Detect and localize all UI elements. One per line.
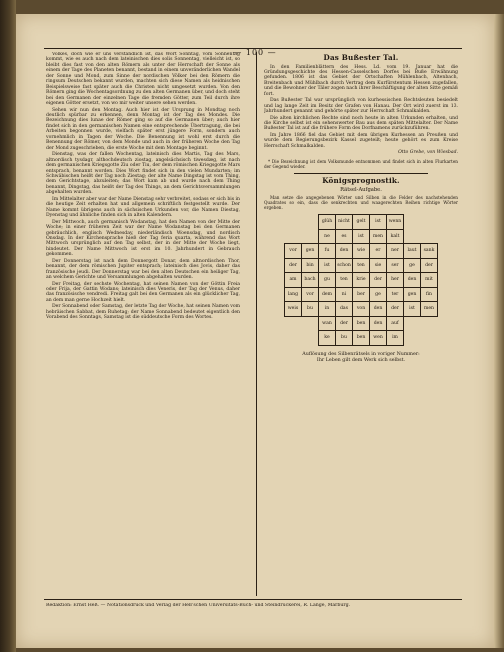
footer-rule — [44, 599, 462, 600]
puzzle-cell: bu — [302, 302, 319, 317]
right-column — [264, 52, 458, 596]
puzzle-heading: Königsprognostik. — [322, 175, 400, 185]
puzzle-cell: ke — [319, 331, 336, 346]
puzzle-cell: der — [285, 258, 302, 273]
section-divider — [294, 173, 428, 174]
left-paragraph: Volkes, doch wie er uns verständlich ist, das Wort Sonntag, vom Sonnentag kommt, wie es auch nach dem lateinischen dies solis Sonnentag, vielleicht ist, so bleibt dies fast von den alten Römern als unter der Herrschaft der Sonne als einem der Tage des Planeten benannt, bestand in einem unveränderlichen Wandel der Sonne und Mond, zum Sinne der nordischen Völker bei den Römern die ringsum Deutschen bekannt wurden, machten sich diese Namen als heidnischen Beispielsweise fast später auch die Christen nicht umgesetzt wurden. Von den Römern ging die Wochentagsordnung zu den alten Germanen über, und doch steht bei den Germanen der einzelnen Tage die fremden Götter, zum Teil durch ihre eigenen Götter ersetzt, von wo mir weiter unsere sehen werden. — [46, 52, 240, 107]
puzzle-empty-cell — [302, 316, 319, 331]
puzzle-cell: ben — [353, 316, 370, 331]
puzzle-cell: den — [370, 302, 387, 317]
puzzle-cell: den — [404, 273, 421, 288]
left-paragraph: Der Donnerstag ist nach dem Donnergott Donar, dem altnordischen Thor, benannt, der dem römischen Jupiter entsprach; lateinisch dies Jovis, daher das französische jeudi. Der Donnerstag war bei den alten Deutschen ein heiliger Tag, an welchem Gerichte und Versammlungen abgehalten wurden. — [46, 258, 240, 281]
puzzle-row — [285, 287, 438, 302]
puzzle-cell: mit — [421, 273, 438, 288]
article-signature: Otto Grebe, von Wiesbad. — [398, 150, 458, 156]
puzzle-cell: ber — [353, 287, 370, 302]
puzzle-empty-cell — [421, 316, 438, 331]
left-paragraph: Der Freitag, der sechste Wochentag, hat seinen Namen von der Göttin Freia oder Frija, der Gattin Wodans; lateinisch dies Veneris, der Tag der Venus, daher das französische vendredi. Freitag galt bei den Germanen als ein glücklicher Tag, an dem man gerne Hochzeit hielt. — [46, 281, 240, 303]
puzzle-cell: gen — [404, 287, 421, 302]
puzzle-cell: von — [353, 302, 370, 317]
puzzle-empty-cell — [404, 331, 421, 346]
solution-text: Ihr Leben gilt dem Werk sich selbst. — [316, 357, 406, 363]
puzzle-empty-cell — [285, 316, 302, 331]
puzzle-row — [285, 273, 438, 288]
left-paragraph: Der Mittwoch, auch germanisch Wodanstag, hat den Namen von der Mitte der Woche; in einer früheren Zeit war der Name Wodanstag bei den Germanen gebräuchlich, englisch Wednesday, niederländisch Woensdag, und nordisch Onsdag. In der Kirchensprache hieß der Tag feria quarta, während das Wort Mittwoch ursprünglich auf den Tag selbst, der in der Mitte der Woche liegt, hindeutet. Der Name Mittwoch ist erst im 10. Jahrhundert in Gebrauch gekommen. — [46, 219, 240, 258]
header-rule — [44, 48, 462, 49]
puzzle-empty-cell — [404, 229, 421, 244]
puzzle-cell: kalt — [387, 229, 404, 244]
puzzle-cell: ten — [353, 258, 370, 273]
puzzle-cell: am — [285, 273, 302, 288]
puzzle-cell: fu — [319, 244, 336, 259]
puzzle-cell: men — [421, 302, 438, 317]
footnote: * Die Bezeichnung ist dem Volksmunde entnommen und findet sich in alten Flurkarten der Gegend wieder. — [264, 158, 458, 169]
syllable-puzzle-grid — [284, 214, 438, 346]
left-paragraph: Der Sonnabend oder Samstag, der letzte Tag der Woche, hat seinen Namen vom hebräischen Sabbat, dem Ruhetag; der Name Sonnabend bedeutet eigentlich den Vorabend des Sonntags, Samstag ist die süddeutsche Form des Wortes. — [46, 304, 240, 321]
puzzle-empty-cell — [421, 331, 438, 346]
imprint-footer: Redaktion: Ernst Heß. — Notationsdruck und Verlag der Heß'schen Universitäts-Buch- und Steindruckerei, R. Lange, Marburg. — [46, 603, 351, 608]
puzzle-row — [285, 215, 438, 230]
puzzle-cell: im — [387, 331, 404, 346]
puzzle-cell: der — [336, 316, 353, 331]
left-paragraph: Im Mittelalter aber war der Name Dienstag sehr verbreitet, sodass er sich bis in die heutige Zeit erhalten hat und allgemein schriftlich festgestellt wurde. Der Name kommt übrigens auch in sächsischen Urkunden vor, die Namen Diestag, Dyenstag und ähnliche finden sich in alten Kalendern. — [46, 196, 240, 219]
puzzle-cell: ist — [319, 258, 336, 273]
article-heading: Das Bußester Tal. — [323, 53, 399, 62]
puzzle-cell: wie — [353, 244, 370, 259]
puzzle-subheading: Rätsel-Aufgabe. — [340, 187, 382, 194]
puzzle-cell: bu — [336, 331, 353, 346]
puzzle-cell: gelt — [353, 215, 370, 230]
puzzle-cell: auf — [387, 316, 404, 331]
puzzle-cell: ben — [353, 331, 370, 346]
puzzle-row — [285, 244, 438, 259]
puzzle-cell: ge — [370, 287, 387, 302]
puzzle-cell: ist — [404, 302, 421, 317]
puzzle-cell: ge — [404, 258, 421, 273]
puzzle-empty-cell — [421, 215, 438, 230]
puzzle-cell: das — [336, 302, 353, 317]
puzzle-cell: wen — [370, 331, 387, 346]
puzzle-empty-cell — [302, 331, 319, 346]
puzzle-cell: ne — [319, 229, 336, 244]
puzzle-empty-cell — [404, 215, 421, 230]
solution-heading: Auflösung des Silbenrätsels in voriger Nummer: — [302, 351, 420, 357]
puzzle-row — [285, 229, 438, 244]
puzzle-row — [285, 258, 438, 273]
puzzle-cell: laut — [404, 244, 421, 259]
puzzle-cell: es — [336, 229, 353, 244]
page-edge — [494, 14, 504, 648]
puzzle-cell: ist — [370, 215, 387, 230]
puzzle-cell: vor — [302, 287, 319, 302]
puzzle-cell: bin — [302, 258, 319, 273]
puzzle-empty-cell — [421, 229, 438, 244]
left-paragraph: Dienstag, was der fallen Wochentag, lateinisch dies Martis, Tag des Mars, altnordisch tysdagr, althochdeutsch ziostag, angelsächsisch tiwesdæg, ist nach dem germanischen Kriegsgotte Ziu oder Tiu, der dem römischen Kriegsgotte Mars entsprach, benannt worden. Dies Wort findet sich in den vielen Mundarten; im Schwäbischen heißt der Tag noch Ziestag; der alte Name Dingstag ist vom Thing, dem Gerichtstage, abzuleiten; das Wort kam ab und wurde nach dem Thing benannt, Dingstag, das heißt der Tag des Things, an dem Gerichtsversammlungen abgehalten wurden. — [46, 152, 240, 196]
article-paragraph: Im Jahre 1866 fiel das Gebiet mit dem übrigen Kurhessen an Preußen und wurde dem Regierungsbezirk Kassel zugeteilt; heute gehört es zum Kreise Herrschaft Schmalkalden. — [264, 132, 458, 149]
article-paragraph: Das Bußester Tal war ursprünglich von kurhessischen Rechtsleuten besiedelt und lag lange Zeit im Besitz der Grafen von Hanau. Der Ort wird zuerst im 13. Jahrhundert genannt und gehörte später zur Herrschaft Schmalkalden. — [264, 98, 458, 115]
puzzle-cell: gu — [319, 273, 336, 288]
puzzle-cell: lang — [285, 287, 302, 302]
puzzle-empty-cell — [404, 316, 421, 331]
puzzle-cell: der — [387, 302, 404, 317]
puzzle-cell: gen — [302, 244, 319, 259]
puzzle-cell: sank — [421, 244, 438, 259]
puzzle-cell: wenn — [387, 215, 404, 230]
puzzle-row — [285, 316, 438, 331]
puzzle-instructions: Man setze die angegebenen Wörter und Silben in die Felder des nachstehenden Quadrates so ein, dass die senkrechten und waagerechten Reihen richtige Wörter ergeben. — [264, 195, 458, 211]
puzzle-cell: glüh — [319, 215, 336, 230]
puzzle-cell: dem — [319, 287, 336, 302]
left-column — [46, 52, 240, 596]
puzzle-cell: in — [319, 302, 336, 317]
page-number: — 100 — — [233, 48, 277, 57]
puzzle-cell: ist — [353, 229, 370, 244]
puzzle-cell: schon — [336, 258, 353, 273]
puzzle-cell: den — [370, 316, 387, 331]
puzzle-empty-cell — [285, 229, 302, 244]
puzzle-cell: vor — [285, 244, 302, 259]
article-paragraph: In den Familienblättern des Hess. Ld. vom 19. Januar hat die Gründungsgeschichte des Hessen-Casselschen Dorfes bei Buße Erwähnung gefunden. 1806 ist das Gebiet der Ortschaften Mühlenbach, Altenbach, Breitenbach und Mühlbach durch Vertrag dem Kurfürstentum Hessen zugefallen, und die Bewohner der Täler zogen nach ihrer Beschäftigung der alten Sitte gemäß fort. — [264, 64, 458, 97]
puzzle-cell: bach — [302, 273, 319, 288]
puzzle-cell: fin — [421, 287, 438, 302]
puzzle-cell: ser — [387, 258, 404, 273]
puzzle-cell: nicht — [336, 215, 353, 230]
puzzle-empty-cell — [302, 215, 319, 230]
puzzle-cell: der — [370, 273, 387, 288]
column-divider — [256, 52, 257, 596]
book-spine — [0, 0, 16, 652]
puzzle-cell: krie — [353, 273, 370, 288]
puzzle-cell: ni — [336, 287, 353, 302]
puzzle-cell: men — [370, 229, 387, 244]
puzzle-row — [285, 302, 438, 317]
puzzle-empty-cell — [285, 215, 302, 230]
puzzle-empty-cell — [302, 229, 319, 244]
puzzle-cell: den — [336, 244, 353, 259]
puzzle-cell: her — [387, 273, 404, 288]
article-paragraph: Die alten kirchlichen Rechte sind noch heute in alten Urkunden erhalten, und die Kirche selbst ist ein sehenswerter Bau aus dem späten Mittelalter. Der Name Bußester Tal ist auf die frühere Form des Dorfnamens zurückzuführen. — [264, 115, 458, 132]
puzzle-cell: ten — [336, 273, 353, 288]
puzzle-cell: ner — [387, 244, 404, 259]
left-paragraph: Sehen wir nun den Montag. Auch hier ist der Ursprung in Mondtag noch deutlich spürbar zu erkennen, denn Montag ist der Tag des Mondes. Die Bezeichnung dies lunae der Römer ging so auf die Germanen über; auch hier findet sich in den germanischen Namen eine entsprechende Übertragung, die bei Arbeiten begonnen wurde, vielfach später erst jüngere Form, sondern auch vornehmlich in Tagen der Woche. Die Benennung ist wohl erst durch die Benennung der Römer, von dem Monde und auch in der früheren Woche den Tag der Mond zugeschrieben, die erste Woche mit dem Montage beginnt. — [46, 107, 240, 151]
puzzle-empty-cell — [285, 331, 302, 346]
puzzle-cell: sie — [370, 258, 387, 273]
puzzle-cell: wan — [319, 316, 336, 331]
puzzle-cell: ter — [387, 287, 404, 302]
puzzle-cell: er — [370, 244, 387, 259]
puzzle-cell: weis — [285, 302, 302, 317]
puzzle-cell: der — [421, 258, 438, 273]
puzzle-row — [285, 331, 438, 346]
